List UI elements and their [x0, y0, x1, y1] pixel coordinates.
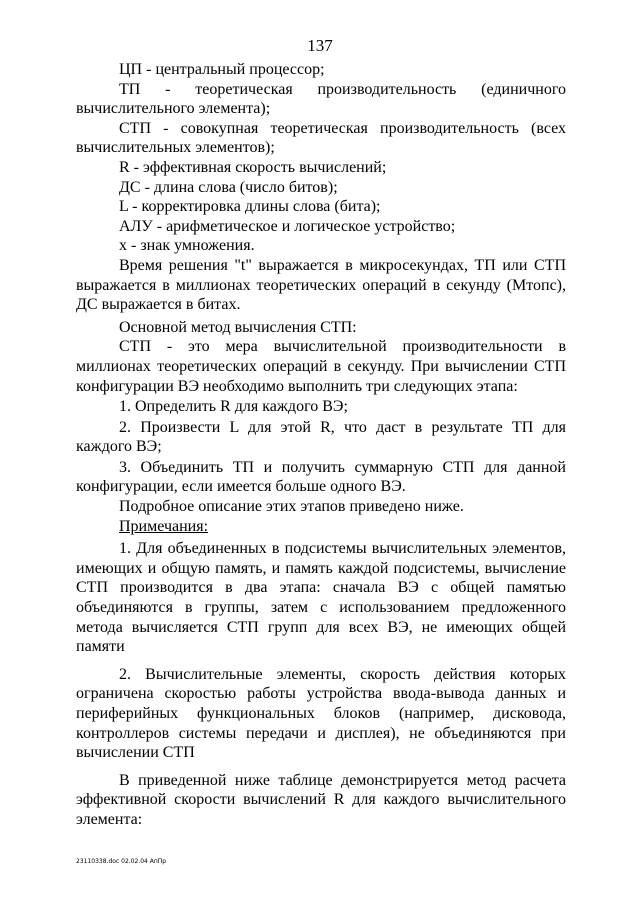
- definition-r: R - эффективная скорость вычислений;: [119, 158, 387, 176]
- step-2: 2. Произвести L для этой R, что даст в результате ТП для каждого ВЭ;: [76, 418, 566, 456]
- step-1: 1. Определить R для каждого ВЭ;: [119, 398, 348, 416]
- definition-stp: СТП - совокупная теоретическая производительность (всех вычислительных элементов);: [76, 119, 566, 157]
- method-paragraph: СТП - это мера вычислительной производительности в миллионах теоретических операций в секунду. При вычислении СТП конфигурации ВЭ необходимо выполнить три следующих этапа:: [76, 338, 566, 395]
- footer-file-info: 23110338.doc 02.02.04 АпПр: [76, 858, 167, 865]
- page-number: 137: [307, 36, 333, 55]
- units-paragraph: Время решения "t" выражается в микросекундах, ТП или СТП выражается в миллионах теоретических операций в секунду (Мтопс), ДС выражается в битах.: [76, 256, 566, 314]
- page-body: [76, 60, 566, 830]
- notes-heading-text: Примечания:: [119, 517, 209, 535]
- notes-heading: [76, 517, 566, 537]
- step-3: 3. Объединить ТП и получить суммарную СТП для данной конфигурации, если имеется больше одного ВЭ.: [76, 458, 566, 496]
- method-heading: Основной метод вычисления СТП:: [119, 318, 357, 336]
- table-intro: В приведенной ниже таблице демонстрируется метод расчета эффективной скорости вычислений R для каждого вычислительного элемента:: [76, 771, 566, 828]
- definition-tp: ТП - теоретическая производительность (единичного вычислительного элемента);: [76, 80, 566, 118]
- note-2: 2. Вычислительные элементы, скорость действия которых ограничена скоростью работы устройства ввода-вывода данных и периферийных функциональных блоков (например, дисковода, контроллеров системы передачи и дисплея), не объединяются при вычислении СТП: [76, 665, 566, 762]
- note-1: 1. Для объединенных в подсистемы вычислительных элементов, имеющих и общую память, и память каждой подсистемы, вычисление СТП производится в два этапа: сначала ВЭ с общей памятью объединяются в группы, затем с использованием предложенного метода вычисляется СТП групп для всех ВЭ, не имеющих общей памяти: [76, 540, 566, 656]
- details-note: Подробное описание этих этапов приведено ниже.: [119, 498, 464, 516]
- definition-cp: ЦП - центральный процессор;: [119, 61, 325, 78]
- definition-ds: ДС - длина слова (число битов);: [119, 178, 338, 196]
- definition-alu: АЛУ - арифметическое и логическое устройство;: [119, 217, 456, 235]
- definition-x: х - знак умножения.: [119, 237, 255, 255]
- definition-l: L - корректировка длины слова (бита);: [119, 198, 381, 216]
